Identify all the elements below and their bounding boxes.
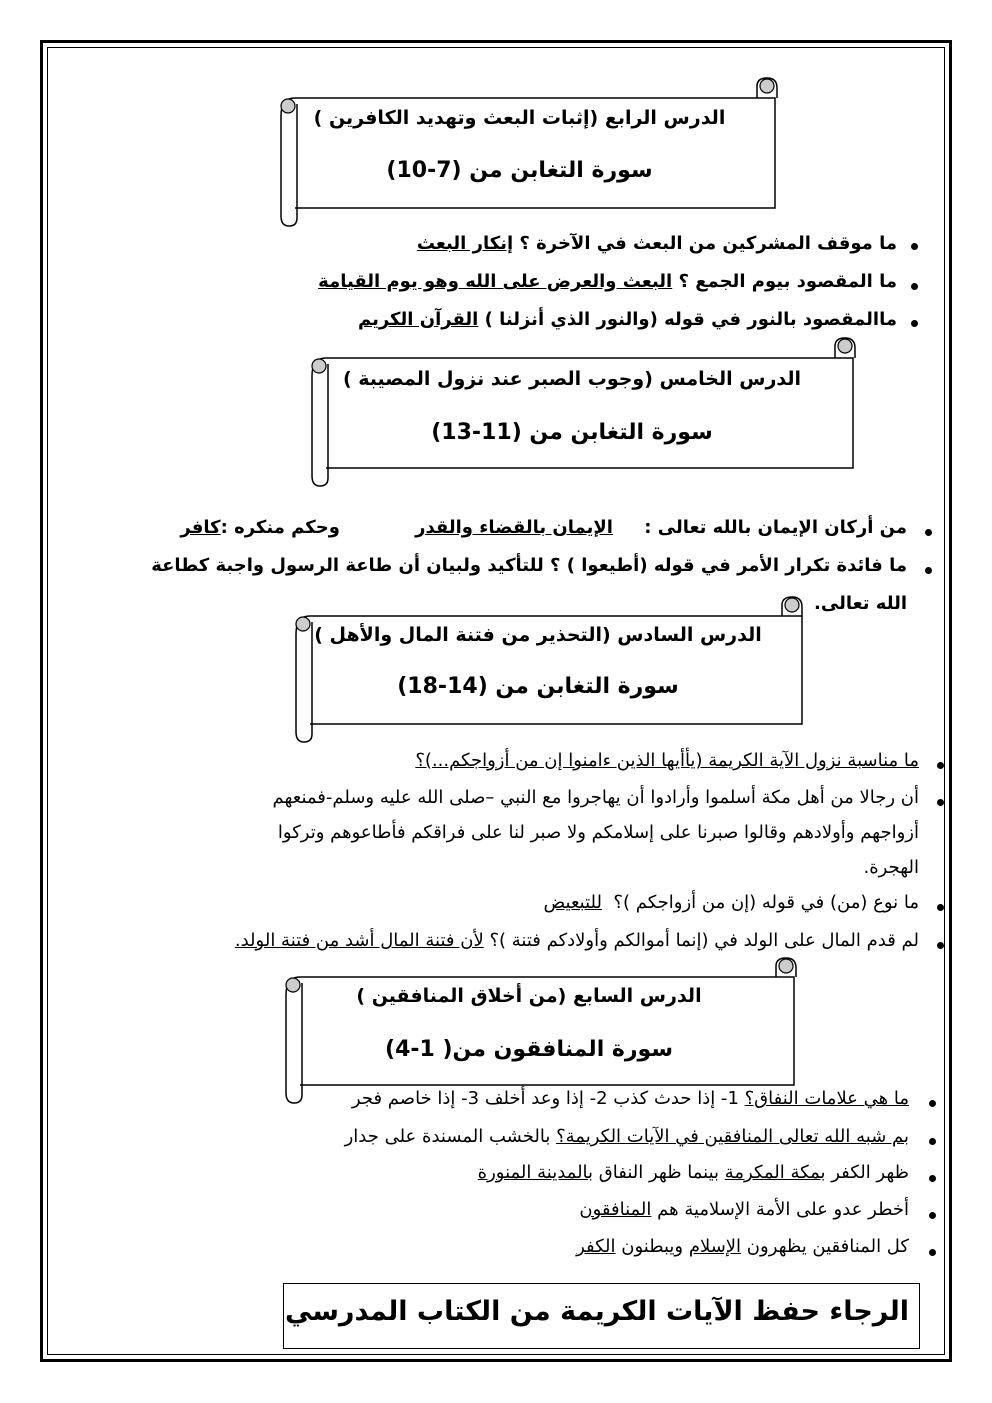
answer-text: 1- إذا حدث كذب 2- إذا وعد أخلف 3- إذا خاصم فجر [351,1088,739,1109]
statement-text: كل المنافقين يظهرون [741,1236,909,1257]
bullet-icon [929,1212,936,1219]
question-text: ما مناسبة نزول الآية الكريمة (يأأيها الذين ءامنوا إن من أزواجكم...)؟ [415,750,919,771]
lesson-title: الدرس الرابع (إثبات البعث وتهديد الكافرين ) [313,107,726,129]
answer-line: الهجرة. [863,857,919,878]
question-text: وحكم منكره : [220,517,340,538]
answer-text: الإسلام [688,1236,742,1257]
bullet-icon [937,904,944,911]
question-line [345,1126,909,1147]
bullet-icon [929,1100,936,1107]
question-text: لم قدم المال على الولد في (إنما أموالكم وأولادكم فتنة )؟ [489,930,919,951]
question-line [352,1088,909,1109]
lesson-banner [308,338,856,488]
scroll-banner-shape [282,957,796,1105]
statement-line [478,1162,909,1183]
answer-text: للتبعيض [543,892,602,913]
bullet-icon [937,799,944,806]
statement-line [579,1199,909,1220]
bullet-icon [937,762,944,769]
question-text: ما نوع (من) في قوله (إن من أزواجكم )؟ [613,892,919,913]
question-text: ما المقصود بيوم الجمع ؟ [678,271,897,292]
scroll-banner-shape [292,596,804,744]
question-line [417,233,897,254]
bullet-icon [911,320,918,327]
statement-text: أخطر عدو على الأمة الإسلامية هم [651,1199,909,1220]
question-text: من أركان الإيمان بالله تعالى : [644,517,907,538]
question-line [358,309,897,330]
statement-text: ويبطنون [615,1236,689,1257]
answer-text: إنكار البعث [416,233,514,254]
answer-text: البعث والعرض على الله وهو يوم القيامة [318,271,673,292]
bullet-icon [937,942,944,949]
bullet-icon [929,1138,936,1145]
question-text: ما هي علامات النفاق؟ [744,1088,909,1109]
answer-text: الكفر [576,1236,616,1257]
answer-text: كافر [180,517,221,538]
question-line [415,750,919,771]
question-text: بم شبه الله تعالى المنافقين في الآيات الكريمة؟ [556,1126,909,1147]
question-line [235,930,919,951]
bullet-icon [929,1249,936,1256]
bullet-icon [911,283,918,290]
bullet-icon [911,243,918,250]
scroll-banner-shape [308,338,856,488]
question-text: ماالمقصود بالنور في قوله (والنور الذي أنزلنا ) [484,309,897,330]
question-text: ما موقف المشركين من البعث في الآخرة ؟ [519,233,897,254]
footer-text: الرجاء حفظ الآيات الكريمة من الكتاب المدرسي [285,1296,909,1327]
answer-text: القرآن الكريم [357,309,479,330]
lesson-surah: سورة التغابن من (14-18) [397,674,679,699]
lesson-title: الدرس السابع (من أخلاق المنافقين ) [356,985,702,1007]
lesson-surah: سورة التغابن من (11-13) [431,420,713,445]
answer-line: أن رجالا من أهل مكة أسلموا وأرادوا أن يهاجروا مع النبي –صلى الله عليه وسلم-فمنعهم [272,787,919,808]
answer-text: مكة المكرمة [724,1162,821,1183]
lesson-surah: سورة التغابن من (7-10) [386,158,653,183]
lesson-surah: سورة المنافقون من( 1-4) [385,1037,673,1062]
footer-box [283,1283,920,1349]
lesson-banner [277,76,782,228]
answer-line: أزواجهم وأولادهم وقالوا صبرنا على إسلامكم ولا صبر لنا على فراقكم فأطاعوهم وتركوا [277,822,919,843]
answer-text: المدينة المنورة [477,1162,589,1183]
question-line [543,892,919,913]
question-line [180,517,907,538]
question-line [318,271,897,292]
question-line: الله تعالى. [814,593,907,614]
answer-text: المنافقون [579,1199,652,1220]
bullet-icon [929,1175,936,1182]
bullet-icon [925,529,932,536]
statement-text: بينما ظهر النفاق ب [588,1162,725,1183]
answer-text: الإيمان بالقضاء والقدر [415,517,613,538]
lesson-banner [292,596,804,744]
lesson-title: الدرس الخامس (وجوب الصبر عند نزول المصيبة ) [342,368,802,390]
bullet-icon [925,567,932,574]
lesson-banner [282,957,796,1105]
question-line: ما فائدة تكرار الأمر في قوله (أطيعوا ) ؟ للتأكيد ولبيان أن طاعة الرسول واجبة كطاعة [151,555,907,576]
statement-line [576,1236,909,1257]
lesson-title: الدرس السادس (التحذير من فتنة المال والأهل ) [314,624,762,646]
scroll-banner-shape [277,76,782,228]
answer-text: لأن فتنة المال أشد من فتنة الولد. [234,930,484,951]
statement-text: ظهر الكفر ب [820,1162,909,1183]
answer-text: بالخشب المسندة على جدار [344,1126,551,1147]
